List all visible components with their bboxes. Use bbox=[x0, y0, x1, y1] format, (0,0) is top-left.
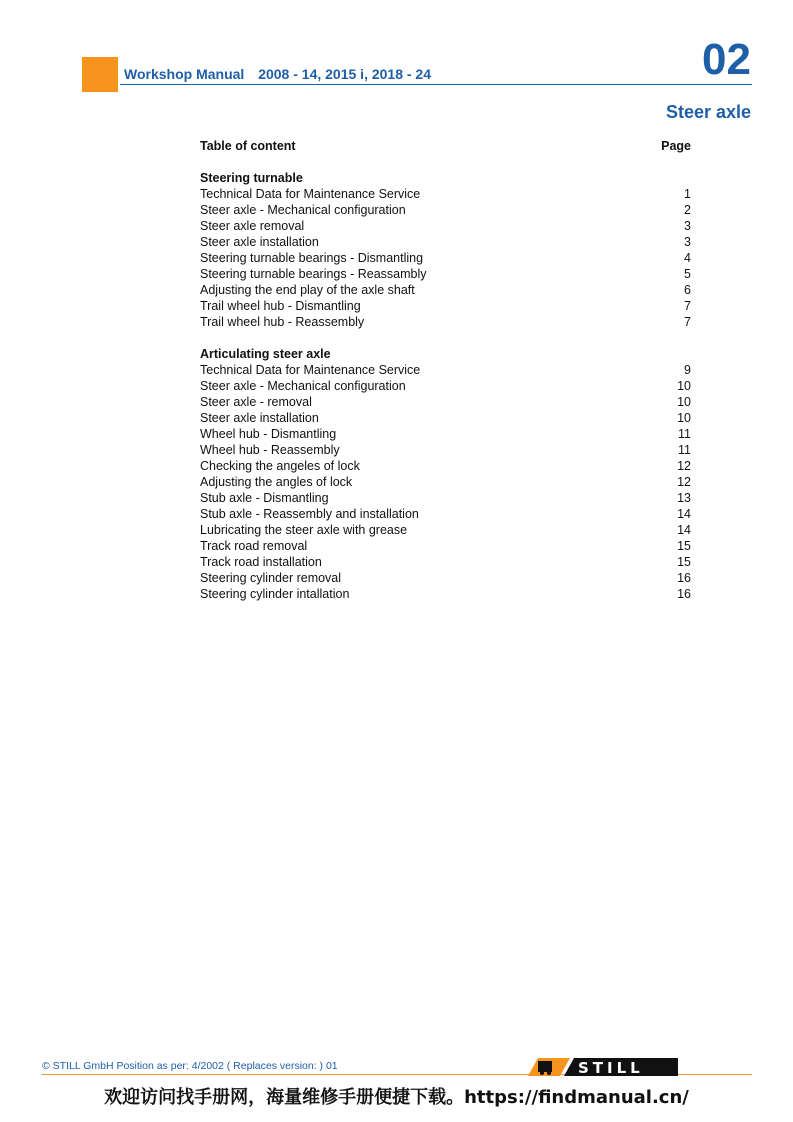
toc-entry bbox=[200, 410, 691, 426]
toc-entry-page: 15 bbox=[677, 539, 691, 553]
toc-entry-page: 15 bbox=[677, 555, 691, 569]
toc-entry bbox=[200, 378, 691, 394]
toc-entry bbox=[200, 554, 691, 570]
toc-entry-label: Wheel hub - Dismantling bbox=[200, 427, 337, 441]
toc-entry bbox=[200, 266, 691, 282]
toc-entry-label: Lubricating the steer axle with grease bbox=[200, 523, 408, 537]
brand-orange-square bbox=[82, 57, 118, 92]
toc-entry-label: Stub axle - Reassembly and installation bbox=[200, 507, 419, 521]
toc-entry-page: 3 bbox=[684, 235, 691, 249]
toc-entry bbox=[200, 186, 691, 202]
toc-entry-page: 16 bbox=[677, 587, 691, 601]
toc-entry-label: Steering turnable bearings - Dismantling bbox=[200, 251, 424, 265]
toc-entry bbox=[200, 250, 691, 266]
toc-groups bbox=[200, 170, 691, 602]
toc-heading: Table of content bbox=[200, 139, 296, 153]
toc-entry-page: 2 bbox=[684, 203, 691, 217]
header-title bbox=[124, 66, 441, 82]
toc-entry-label: Trail wheel hub - Reassembly bbox=[200, 315, 365, 329]
toc-entry-page: 7 bbox=[684, 315, 691, 329]
toc-entry-label: Steering turnable bearings - Reassambly bbox=[200, 267, 427, 281]
toc-entry-label: Adjusting the angles of lock bbox=[200, 475, 353, 489]
toc-entry-page: 12 bbox=[677, 459, 691, 473]
toc-group-title: Steering turnable bbox=[200, 171, 303, 185]
toc-entry bbox=[200, 570, 691, 586]
toc-entry bbox=[200, 426, 691, 442]
toc-entry bbox=[200, 490, 691, 506]
toc-entry bbox=[200, 202, 691, 218]
toc-entry-page: 10 bbox=[677, 395, 691, 409]
toc-page-heading: Page bbox=[661, 139, 691, 153]
toc-entry-page: 16 bbox=[677, 571, 691, 585]
toc-entry-page: 4 bbox=[684, 251, 691, 265]
toc-entry-page: 3 bbox=[684, 219, 691, 233]
toc-entry-page: 1 bbox=[684, 187, 691, 201]
toc-entry-page: 11 bbox=[678, 427, 691, 441]
toc-entry-label: Steer axle installation bbox=[200, 235, 319, 249]
toc-entry-page: 14 bbox=[677, 507, 691, 521]
section-title: Steer axle bbox=[665, 102, 751, 122]
toc-entry-label: Adjusting the end play of the axle shaft bbox=[200, 283, 415, 297]
chapter-number: 02 bbox=[702, 35, 751, 84]
toc-entry-label: Steer axle - Mechanical configuration bbox=[200, 203, 406, 217]
toc-entry-page: 10 bbox=[677, 411, 691, 425]
toc-entry bbox=[200, 586, 691, 602]
toc-group bbox=[200, 170, 691, 330]
toc-entry-label: Steer axle - removal bbox=[200, 395, 312, 409]
toc-entry bbox=[200, 522, 691, 538]
manual-title: Workshop Manual bbox=[124, 66, 245, 82]
toc-entry bbox=[200, 218, 691, 234]
toc-header bbox=[200, 138, 691, 154]
toc-entry-label: Steer axle - Mechanical configuration bbox=[200, 379, 406, 393]
toc-entry bbox=[200, 538, 691, 554]
toc-entry-page: 11 bbox=[678, 443, 691, 457]
toc-entry bbox=[200, 282, 691, 298]
toc-entry-page: 7 bbox=[684, 299, 691, 313]
toc-entry bbox=[200, 234, 691, 250]
toc-entry bbox=[200, 362, 691, 378]
toc-entry-label: Wheel hub - Reassembly bbox=[200, 443, 340, 457]
toc-entry-label: Steering cylinder intallation bbox=[200, 587, 350, 601]
toc-entry-label: Technical Data for Maintenance Service bbox=[200, 363, 421, 377]
toc-entry-page: 9 bbox=[684, 363, 691, 377]
toc-entry bbox=[200, 474, 691, 490]
toc-entry-label: Trail wheel hub - Dismantling bbox=[200, 299, 361, 313]
toc-entry-page: 5 bbox=[684, 267, 691, 281]
toc-entry-label: Steering cylinder removal bbox=[200, 571, 342, 585]
still-logo bbox=[528, 1058, 678, 1076]
toc-entry bbox=[200, 298, 691, 314]
toc-entry-label: Checking the angeles of lock bbox=[200, 459, 360, 473]
toc-entry-page: 6 bbox=[684, 283, 691, 297]
toc-group bbox=[200, 346, 691, 602]
model-range: 2008 - 14, 2015 i, 2018 - 24 bbox=[258, 66, 432, 82]
toc-entry-page: 13 bbox=[677, 491, 691, 505]
footer-copyright: © STILL GmbH Position as per: 4/2002 ( Replaces version: ) 01 bbox=[42, 1060, 338, 1072]
toc-entry-page: 14 bbox=[677, 523, 691, 537]
toc-entry bbox=[200, 458, 691, 474]
toc-entry bbox=[200, 394, 691, 410]
logo-text: STILL bbox=[578, 1059, 644, 1076]
toc-entry-label: Track road removal bbox=[200, 539, 308, 553]
header-divider bbox=[120, 84, 752, 85]
toc-entry-label: Stub axle - Dismantling bbox=[200, 491, 329, 505]
toc-entry bbox=[200, 314, 691, 330]
forklift-icon bbox=[538, 1061, 552, 1072]
toc-entry bbox=[200, 506, 691, 522]
toc-entry-label: Technical Data for Maintenance Service bbox=[200, 187, 421, 201]
toc-entry-page: 12 bbox=[677, 475, 691, 489]
toc-entry bbox=[200, 442, 691, 458]
toc-group-title: Articulating steer axle bbox=[200, 347, 331, 361]
toc-entry-page: 10 bbox=[677, 379, 691, 393]
toc-entry-label: Steer axle installation bbox=[200, 411, 319, 425]
table-of-contents bbox=[200, 138, 691, 602]
toc-entry-label: Steer axle removal bbox=[200, 219, 305, 233]
download-banner: 欢迎访问找手册网，海量维修手册便捷下载。https://findmanual.cn/ bbox=[104, 1087, 689, 1108]
toc-entry-label: Track road installation bbox=[200, 555, 322, 569]
